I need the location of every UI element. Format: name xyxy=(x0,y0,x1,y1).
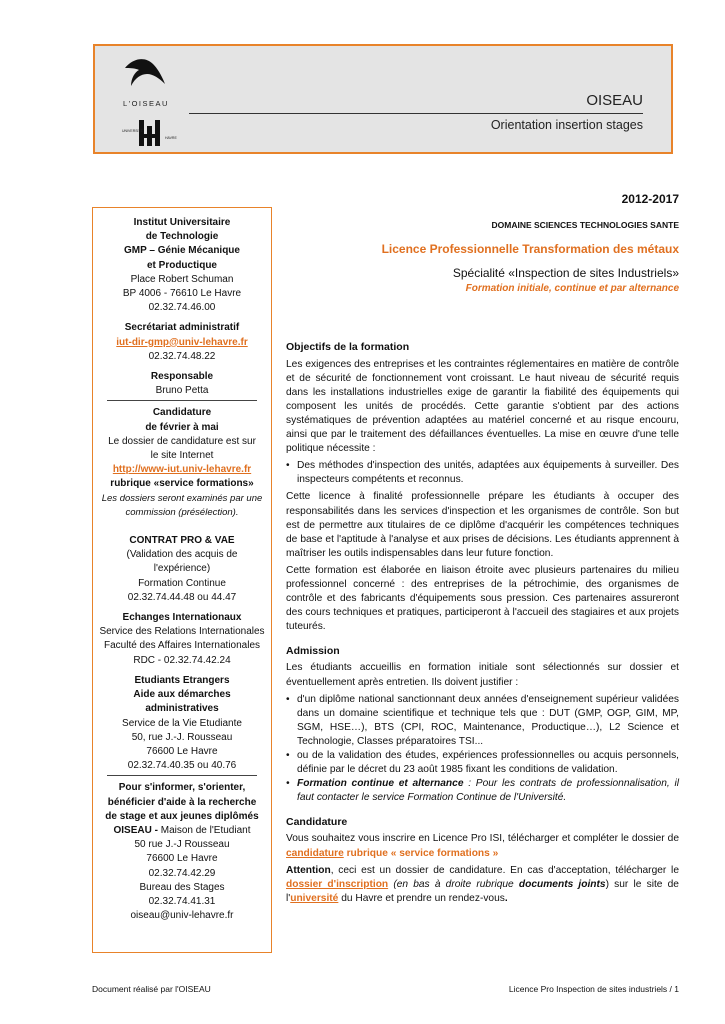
text: Vous souhaitez vous inscrire en Licence Pro ISI, télécharger et compléter le dossier de xyxy=(286,833,679,845)
echanges-line: Faculté des Affaires Internationales xyxy=(103,640,261,652)
info-title: de stage et aux jeunes diplômés xyxy=(105,810,259,822)
vae-title: CONTRAT PRO & VAE xyxy=(129,535,235,547)
echanges-phone: RDC - 02.32.74.42.24 xyxy=(133,654,231,666)
etudiants-title: Etudiants Etrangers xyxy=(134,674,230,686)
banner-title: OISEAU xyxy=(586,92,643,109)
formation-type: Formation initiale, continue et par alternance xyxy=(465,283,679,295)
oiseau-phone: 02.32.74.41.31 xyxy=(148,895,216,907)
list-item xyxy=(286,777,679,805)
oiseau-line: 76600 Le Havre xyxy=(146,853,218,865)
list-item: • Des méthodes d'inspection des unités, adaptées aux équipements à surveiller. Des inspecteurs compétents et reconnus. xyxy=(286,459,679,487)
oiseau-phone: 02.32.74.42.29 xyxy=(148,867,216,879)
divider xyxy=(107,400,257,401)
oiseau-label: OISEAU - xyxy=(113,824,158,836)
admission-section xyxy=(286,644,679,805)
banner-divider xyxy=(189,113,643,114)
attention-label: Attention xyxy=(286,864,331,876)
candidature-link[interactable]: candidature xyxy=(286,847,344,859)
echanges-line: Service des Relations Internationales xyxy=(99,626,265,638)
echanges-block xyxy=(96,611,268,668)
address-line: BP 4006 - 76610 Le Havre xyxy=(122,288,242,300)
documents-joints-label: documents joints xyxy=(518,878,606,890)
institut-line: de Technologie xyxy=(145,231,219,243)
candidature-rubrique: rubrique «service formations» xyxy=(110,478,254,490)
paragraph: Les exigences des entreprises et les contraintes réglementaires en matière de contrôle et de sécurité de fonctionnement vont croissant. Le haut niveau de sécurité requis dans les installations industrielles exige de garantir la fiabilité des équipements qui composent les unités de procédés. Cette garantie s'obtient par des actions systématiques de prévention adaptées au matériel concerné et au risque encouru, ainsi que par le traitement des défaillances éventuelles. La mise en œuvre d'une telle politique nécessite : xyxy=(286,358,679,455)
info-title: Pour s'informer, s'orienter, xyxy=(118,782,246,794)
institut-line: et Productique xyxy=(146,259,217,271)
responsable-title: Responsable xyxy=(150,371,214,383)
echanges-title: Echanges Internationaux xyxy=(122,612,242,624)
bullet-list xyxy=(286,693,679,806)
oiseau-email: oiseau@univ-lehavre.fr xyxy=(130,910,234,922)
logo-havre-text: HAVRE xyxy=(165,136,177,140)
years: 2012-2017 xyxy=(621,192,679,206)
licence-title: Licence Professionnelle Transformation des métaux xyxy=(381,242,679,257)
oiseau-line: 50 rue J.-J Rousseau xyxy=(134,839,230,851)
secretariat-phone: 02.32.74.48.22 xyxy=(148,350,216,362)
logo-univ-text: UNIVERSITÉ xyxy=(122,129,144,133)
info-title: bénéficier d'aide à la recherche xyxy=(107,796,257,808)
bird-logo-icon xyxy=(123,54,167,90)
period: . xyxy=(504,892,508,904)
banner-subtitle: Orientation insertion stages xyxy=(490,118,643,132)
vae-line: l'expérience) xyxy=(153,563,211,575)
candidature-url-link[interactable]: http://www-iut.univ-lehavre.fr xyxy=(112,464,252,476)
paragraph xyxy=(286,832,679,860)
candidature-text: le site Internet xyxy=(150,450,214,462)
list-item: • d'un diplôme national sanctionnant deux années d'enseignement supérieur validées dans un domaine scientifique et technique tels que : DUT (GMP, OGP, GIM, MP, SGM, HSE…), BTS (CPI, ROC, Maintenance, Productique…), L2 Science et Technologie, Classes préparatoires TSI... xyxy=(286,693,679,749)
candidature-section xyxy=(286,815,679,906)
secretariat-block xyxy=(96,321,268,364)
oiseau-block xyxy=(96,781,268,923)
secretariat-title: Secrétariat administratif xyxy=(124,322,240,334)
responsable-block xyxy=(96,370,268,398)
candidature-title: Candidature xyxy=(152,407,212,419)
address-line: Place Robert Schuman xyxy=(130,273,234,285)
vae-line: Formation Continue xyxy=(138,577,226,589)
universite-link[interactable]: université xyxy=(290,892,339,904)
paragraph: Cette licence à finalité professionnelle prépare les étudiants à occuper des responsabilités dans les services d'inspection et les organismes de contrôle. Son but est de permettre aux titulaires de ce diplôme d'acquérir les compétences techniques de base et l'aptitude à l'analyse et aux prises de décisions. Les étudiants apprennent à maîtriser les outils indispensables dans leur future fonction. xyxy=(286,491,679,559)
responsable-name: Bruno Petta xyxy=(155,385,209,397)
objectifs-section xyxy=(286,340,679,634)
vae-phone: 02.32.74.44.48 ou 44.47 xyxy=(127,591,237,603)
specialite: Spécialité «Inspection de sites Industriels» xyxy=(452,266,679,281)
text: , ceci est un dossier de candidature. En cas d'acceptation, télécharger le xyxy=(330,864,679,876)
main-content xyxy=(286,192,679,916)
divider xyxy=(107,775,257,776)
section-heading: Objectifs de la formation xyxy=(286,341,410,354)
list-item-text: : Pour les contrats de professionnalisation, il faut contacter le service Formation Continue de l'Université. xyxy=(297,778,679,804)
header-banner xyxy=(93,44,673,154)
text: du Havre et prendre un rendez-vous xyxy=(338,892,505,904)
text: ) sur le site de l' xyxy=(286,878,679,904)
phone-number: 02.32.74.46.00 xyxy=(148,302,216,314)
vae-line: (Validation des acquis de xyxy=(126,549,238,561)
etudiants-line: Service de la Vie Etudiante xyxy=(122,717,242,729)
candidature-block xyxy=(96,406,268,520)
logo-text: L'OISEAU xyxy=(123,99,169,108)
iut-logo-icon xyxy=(135,116,165,150)
oiseau-line: Bureau des Stages xyxy=(139,881,225,893)
paragraph xyxy=(286,864,679,906)
institut-line: GMP – Génie Mécanique xyxy=(124,245,240,257)
domain-heading: DOMAINE SCIENCES TECHNOLOGIES SANTE xyxy=(491,220,679,231)
etudiants-phone: 02.32.74.40.35 ou 40.76 xyxy=(127,760,237,772)
etudiants-subtitle: Aide aux démarches administratives xyxy=(133,689,231,715)
rubrique-text: rubrique « service formations » xyxy=(343,847,499,859)
etudiants-line: 50, rue J.-J. Rousseau xyxy=(131,731,233,743)
dossier-inscription-link[interactable]: dossier d'inscription xyxy=(286,878,389,890)
vae-block xyxy=(96,534,268,605)
candidature-text: Le dossier de candidature est sur xyxy=(108,435,256,447)
etudiants-block xyxy=(96,674,268,773)
paragraph: Les étudiants accueillis en formation initiale sont sélectionnés sur dossier et éventuellement après entretien. Ils doivent justifier : xyxy=(286,662,679,688)
candidature-note: Les dossiers seront examinés par une commission (présélection). xyxy=(101,492,263,518)
institut-block xyxy=(96,216,268,315)
institut-line: Institut Universitaire xyxy=(133,217,231,228)
contact-sidebar xyxy=(92,207,272,953)
footer-left: Document réalisé par l'OISEAU xyxy=(92,984,211,994)
etudiants-line: 76600 Le Havre xyxy=(146,745,218,757)
bold-label: Formation continue et alternance xyxy=(297,778,464,790)
section-heading: Admission xyxy=(286,645,340,658)
bullet-list xyxy=(286,459,679,487)
text: (en bas à droite rubrique xyxy=(388,878,519,890)
candidature-period: de février à mai xyxy=(145,421,219,433)
footer-right: Licence Pro Inspection de sites industriels / 1 xyxy=(508,984,679,994)
maison-label: Maison de l'Etudiant xyxy=(160,824,251,836)
secretariat-email-link[interactable]: iut-dir-gmp@univ-lehavre.fr xyxy=(116,336,248,348)
section-heading: Candidature xyxy=(286,816,348,829)
paragraph: Cette formation est élaborée en liaison étroite avec plusieurs partenaires du milieu professionnel concerné : des entreprises de la pétrochimie, des organismes de contrôle et des fabricants d'équipements sous pression. Ces partenaires assureront des cours techniques et pratiques, participeront à l'accueil des stagiaires et aux projets tuteurés. xyxy=(286,564,679,633)
list-item: • ou de la validation des études, expériences professionnelles ou acquis personnels, définie par le décret du 23 août 1985 fixant les conditions de validation. xyxy=(286,749,679,777)
